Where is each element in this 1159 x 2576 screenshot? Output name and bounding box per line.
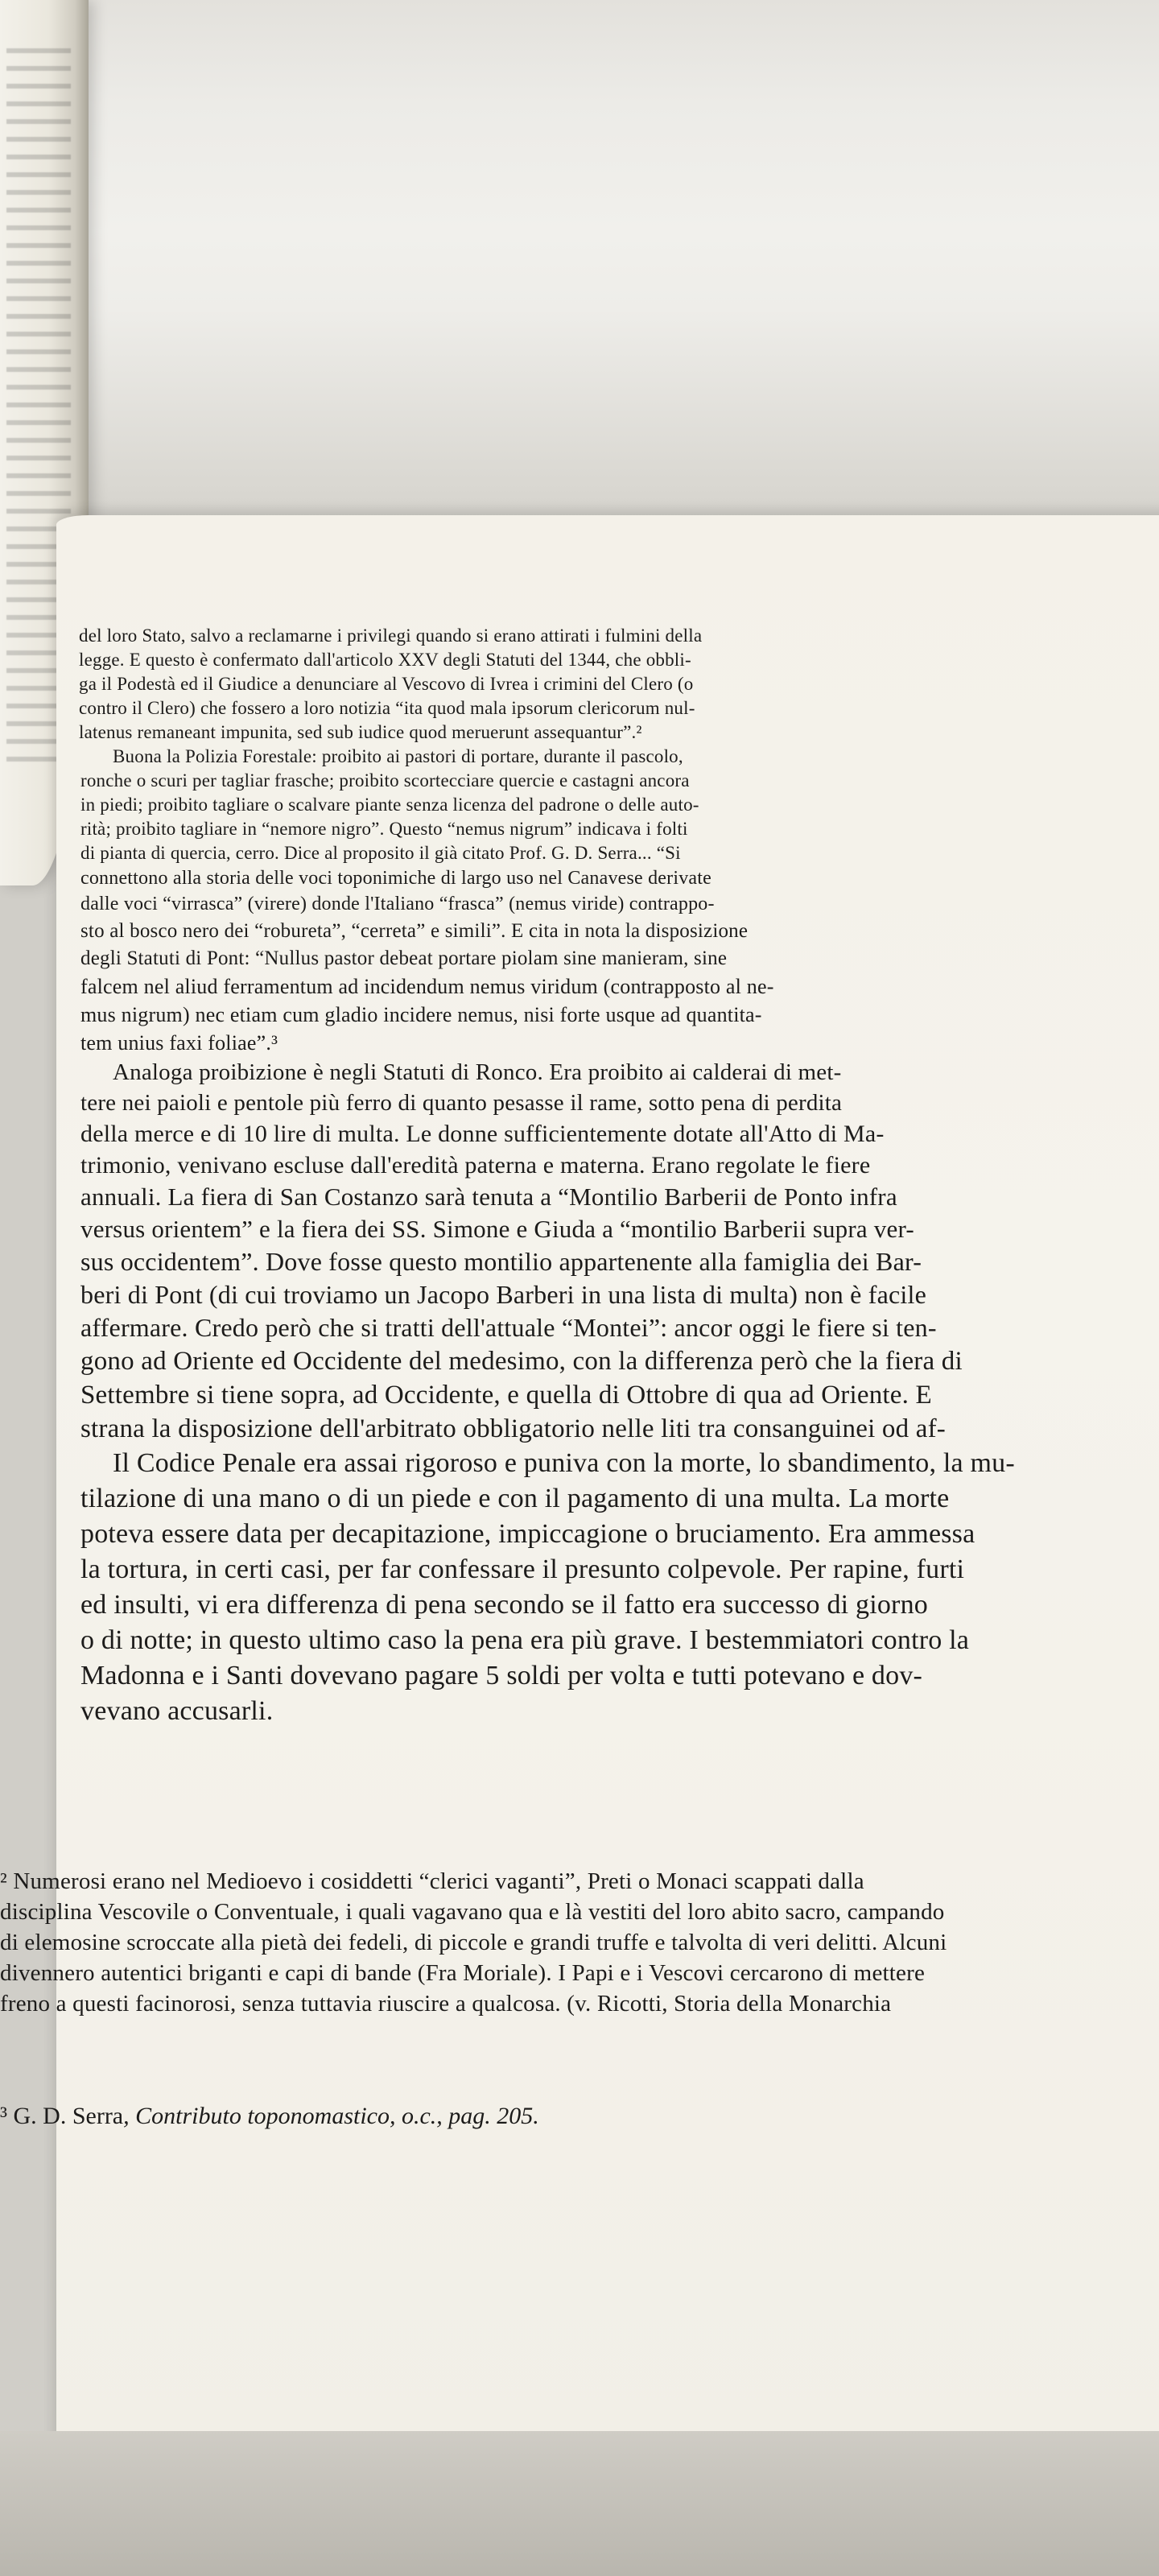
body-text: [80, 624, 1159, 1729]
reference-prefix: ³ G. D. Serra: [0, 2103, 124, 2129]
body-line: ronche o scuri per tagliar frasche; proibito scortecciare quercie e castagni ancora: [80, 770, 690, 791]
reference-title: , Contributo toponomastico: [123, 2103, 390, 2129]
footnote-line: disciplina Vescovile o Conventuale, i quali vagavano qua e là vestiti del loro abito sacro, campando: [0, 1899, 945, 1925]
footnote-line: ² Numerosi erano nel Medioevo i cosiddetti “clerici vaganti”, Preti o Monaci scappati dalla: [0, 1868, 864, 1894]
body-line: rità; proibito tagliare in “nemore nigro”. Questo “nemus nigrum” indicava i folti: [80, 819, 688, 839]
footnote-line: divennero autentici briganti e capi di bande (Fra Moriale). I Papi e i Vescovi cercarono di mettere: [0, 1960, 926, 1986]
body-line: versus orientem” e la fiera dei SS. Simone e Giuda a “montilio Barberii supra ver-: [80, 1215, 914, 1243]
body-line: della merce e di 10 lire di multa. Le donne sufficientemente dotate all'Atto di Ma-: [80, 1121, 885, 1147]
body-line: in piedi; proibito tagliare o scalvare piante senza licenza del padrone o delle auto-: [80, 795, 699, 815]
body-line: la tortura, in certi casi, per far confessare il presunto colpevole. Per rapine, furti: [80, 1554, 965, 1584]
footnote-block: [0, 1866, 1159, 2019]
body-line: latenus remaneant impunita, sed sub iudice quod meruerunt assequantur”.²: [79, 722, 642, 742]
body-line: Analoga proibizione è negli Statuti di Ronco. Era proibito ai calderai di met-: [113, 1059, 842, 1085]
body-line: beri di Pont (di cui troviamo un Jacopo Barberi in una lista di multa) non è facile: [80, 1280, 927, 1309]
body-line: Buona la Polizia Forestale: proibito ai pastori di portare, durante il pascolo,: [113, 746, 683, 766]
reference-rest: , o.c., pag. 205.: [389, 2103, 539, 2129]
body-line: strana la disposizione dell'arbitrato obbligatorio nelle liti tra consanguinei od af-: [80, 1414, 946, 1443]
body-line: gono ad Oriente ed Occidente del medesimo, con la differenza però che la fiera di: [80, 1347, 963, 1376]
body-line: connettono alla storia delle voci toponimiche di largo uso nel Canavese derivate: [80, 868, 711, 889]
body-line: del loro Stato, salvo a reclamarne i privilegi quando si erano attirati i fulmini della: [79, 625, 703, 646]
body-line: mus nigrum) nec etiam cum gladio incidere nemus, nisi forte usque ad quantita-: [80, 1003, 762, 1026]
body-line: Settembre si tiene sopra, ad Occidente, e quella di Ottobre di qua ad Oriente. E: [80, 1381, 932, 1410]
body-line: falcem nel aliud ferramentum ad incidendum nemus viridum (contrapposto al ne-: [80, 975, 774, 998]
body-line: trimonio, venivano escluse dall'eredità paterna e materna. Erano regolate le fiere: [80, 1152, 871, 1179]
body-line: sus occidentem”. Dove fosse questo montilio appartenente alla famiglia dei Bar-: [80, 1247, 922, 1276]
footnote-line: di elemosine scroccate alla pietà dei fedeli, di piccole e grandi truffe e talvolta di veri delitti. Alcuni: [0, 1930, 947, 1955]
body-line: di pianta di quercia, cerro. Dice al proposito il già citato Prof. G. D. Serra... “Si: [80, 843, 681, 863]
body-line: Madonna e i Santi dovevano pagare 5 soldi per volta e tutti potevano e dov-: [80, 1661, 923, 1690]
body-line: degli Statuti di Pont: “Nullus pastor debeat portare piolam sine manieram, sine: [80, 947, 728, 969]
body-line: annuali. La fiera di San Costanzo sarà tenuta a “Montilio Barberii de Ponto infra: [80, 1183, 897, 1211]
body-line: legge. E questo è confermato dall'articolo XXV degli Statuti del 1344, che obbli-: [79, 650, 691, 670]
body-line: poteva essere data per decapitazione, impiccagione o bruciamento. Era ammessa: [80, 1519, 975, 1549]
body-line: dalle voci “virrasca” (virere) donde l'Italiano “frasca” (nemus viride) contrappo-: [80, 894, 715, 914]
body-line: o di notte; in questo ultimo caso la pena era più grave. I bestemmiatori contro la: [80, 1625, 970, 1655]
body-line: Il Codice Penale era assai rigoroso e puniva con la morte, lo sbandimento, la mu-: [113, 1448, 1015, 1478]
footnote-reference: [0, 2101, 539, 2132]
body-line: affermare. Credo però che si tratti dell'attuale “Montei”: ancor oggi le fiere si ten-: [80, 1313, 937, 1342]
body-line: tere nei paioli e pentole più ferro di quanto pesasse il rame, sotto pena di perdita: [80, 1090, 843, 1116]
body-line: ed insulti, vi era differenza di pena secondo se il fatto era successo di giorno: [80, 1590, 928, 1620]
footnote-line: freno a questi facinorosi, senza tuttavia riuscire a qualcosa. (v. Ricotti, Storia della Monarchia: [0, 1991, 892, 2017]
body-line: ga il Podestà ed il Giudice a denunciare al Vescovo di Ivrea i crimini del Clero (o: [79, 674, 694, 694]
table-surface: [0, 2431, 1159, 2576]
body-line: contro il Clero) che fossero a loro notizia “ita quod mala ipsorum clericorum nul-: [79, 698, 695, 718]
body-line: tilazione di una mano o di un piede e con il pagamento di una multa. La morte: [80, 1484, 950, 1513]
body-line: sto al bosco nero dei “robureta”, “cerreta” e simili”. E cita in nota la disposizione: [80, 920, 749, 942]
body-line: vevano accusarli.: [80, 1696, 274, 1726]
body-line: tem unius faxi foliae”.³: [80, 1031, 278, 1055]
